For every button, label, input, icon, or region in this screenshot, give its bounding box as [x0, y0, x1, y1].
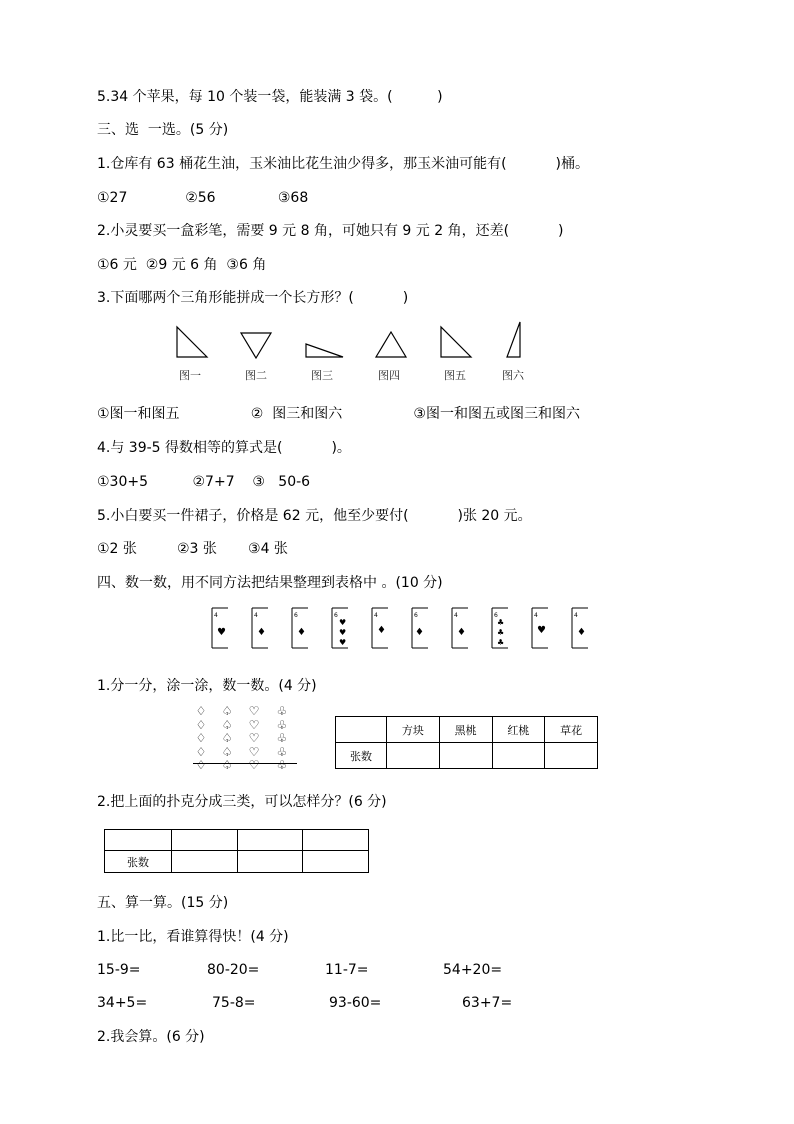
triangle-1 — [177, 327, 207, 357]
table-header-empty — [336, 717, 387, 743]
svg-text:♦: ♦ — [297, 627, 306, 638]
playing-card — [208, 607, 230, 647]
table-cell[interactable] — [545, 743, 598, 769]
triangle-label-4: 图四 — [378, 369, 400, 382]
suit-column-heart: ♡ ♡ ♡ ♡ ♡ — [248, 704, 260, 772]
svg-text:♣: ♣ — [497, 638, 505, 647]
suit-column-spade: ♤ ♤ ♤ ♤ ♤ — [221, 704, 233, 772]
sec3-q2-options: ①6 元 ②9 元 6 角 ③6 角 — [97, 257, 267, 273]
calc-item: 15-9= — [97, 962, 141, 978]
sec3-q2-text: 2.小灵要买一盒彩笔，需要 9 元 8 角，可她只有 9 元 2 角，还差( ) — [97, 223, 564, 239]
table-cell[interactable] — [387, 743, 440, 769]
svg-text:6: 6 — [414, 612, 418, 619]
table-cell[interactable] — [492, 743, 545, 769]
svg-text:♥: ♥ — [339, 628, 347, 637]
svg-text:6: 6 — [294, 612, 298, 619]
table-cell[interactable] — [439, 743, 492, 769]
sec3-q3-options: ①图一和图五 ② 图三和图六 ③图一和图五或图三和图六 — [97, 406, 580, 422]
triangle-6 — [507, 322, 520, 357]
triangles-figure — [160, 320, 540, 365]
calc-item: 93-60= — [329, 995, 382, 1011]
calc-item: 11-7= — [325, 962, 369, 978]
playing-card — [368, 607, 390, 647]
svg-text:♦: ♦ — [577, 627, 586, 638]
suit-symbol-grid — [193, 705, 299, 780]
playing-card — [568, 607, 590, 647]
svg-text:♦: ♦ — [415, 627, 424, 638]
sec3-q5-options: ①2 张 ②3 张 ③4 张 — [97, 541, 288, 557]
calc-item: 34+5= — [97, 995, 148, 1011]
svg-text:♥: ♥ — [339, 638, 347, 647]
playing-card — [528, 607, 550, 647]
sec3-q4-text: 4.与 39-5 得数相等的算式是( )。 — [97, 440, 351, 456]
svg-text:4: 4 — [534, 612, 538, 619]
sec3-q3-text: 3.下面哪两个三角形能拼成一个长方形？( ) — [97, 290, 409, 306]
table-header-club: 草花 — [545, 717, 598, 743]
table-header-diamond: 方块 — [387, 717, 440, 743]
calc-item: 54+20= — [443, 962, 503, 978]
calc-item: 80-20= — [207, 962, 260, 978]
sec3-q1-options: ①27 ②56 ③68 — [97, 190, 309, 206]
calc-item: 75-8= — [212, 995, 256, 1011]
playing-card — [488, 607, 510, 647]
table-cell[interactable] — [172, 830, 238, 851]
svg-text:4: 4 — [214, 612, 218, 619]
table-row-label: 张数 — [336, 743, 387, 769]
table-cell[interactable] — [105, 830, 172, 851]
category-count-table — [104, 829, 369, 873]
svg-text:♥: ♥ — [339, 618, 347, 627]
sec5-q1-text: 1.比一比，看谁算得快！(4 分) — [97, 929, 289, 945]
playing-card — [248, 607, 270, 647]
table-row-label: 张数 — [105, 851, 172, 873]
table-cell[interactable] — [172, 851, 238, 873]
playing-card — [448, 607, 470, 647]
table-cell[interactable] — [303, 830, 369, 851]
sec3-q4-options: ①30+5 ②7+7 ③ 50-6 — [97, 474, 311, 490]
section-4-title: 四、数一数，用不同方法把结果整理到表格中 。(10 分) — [97, 575, 443, 591]
table-cell[interactable] — [303, 851, 369, 873]
svg-text:♦: ♦ — [257, 627, 266, 638]
svg-text:♦: ♦ — [377, 625, 386, 636]
svg-text:♦: ♦ — [457, 627, 466, 638]
svg-text:6: 6 — [494, 612, 498, 619]
triangle-label-6: 图六 — [502, 369, 524, 382]
table-cell[interactable] — [237, 830, 303, 851]
table-cell[interactable] — [237, 851, 303, 873]
triangle-4 — [376, 332, 406, 357]
triangle-5 — [441, 327, 471, 357]
section-5-title: 五、算一算。(15 分) — [97, 895, 229, 911]
suit-grid-baseline — [193, 763, 297, 764]
sec3-q1-text: 1.仓库有 63 桶花生油，玉米油比花生油少得多，那玉米油可能有( )桶。 — [97, 156, 589, 172]
svg-text:4: 4 — [574, 612, 578, 619]
section-3-title: 三、选 一选。(5 分) — [97, 122, 229, 138]
svg-text:4: 4 — [374, 612, 378, 619]
triangle-label-1: 图一 — [179, 369, 201, 382]
playing-card — [408, 607, 430, 647]
calc-item: 63+7= — [462, 995, 513, 1011]
svg-text:♣: ♣ — [497, 618, 505, 627]
svg-text:4: 4 — [254, 612, 258, 619]
svg-text:4: 4 — [454, 612, 458, 619]
question-5-judge: 5.34 个苹果，每 10 个装一袋，能装满 3 袋。( ) — [97, 89, 443, 105]
playing-card — [328, 607, 350, 647]
suit-column-club: ♧ ♧ ♧ ♧ ♧ — [276, 704, 288, 772]
playing-card — [288, 607, 310, 647]
svg-text:♥: ♥ — [217, 627, 226, 638]
sec5-q2-text: 2.我会算。(6 分) — [97, 1029, 205, 1045]
svg-text:♥: ♥ — [537, 625, 546, 636]
sec3-q5-text: 5.小白要买一件裙子，价格是 62 元，他至少要付( )张 20 元。 — [97, 508, 532, 524]
triangle-label-3: 图三 — [311, 369, 333, 382]
svg-text:♣: ♣ — [497, 628, 505, 637]
svg-text:6: 6 — [334, 612, 338, 619]
triangle-3 — [306, 344, 343, 357]
table-header-heart: 红桃 — [492, 717, 545, 743]
sec4-q2-text: 2.把上面的扑克分成三类，可以怎样分？(6 分) — [97, 794, 387, 810]
suit-column-diamond: ♢ ♢ ♢ ♢ ♢ — [195, 704, 207, 772]
suit-count-table — [335, 716, 598, 769]
table-header-spade: 黑桃 — [439, 717, 492, 743]
playing-cards-row — [208, 607, 598, 655]
triangle-2 — [241, 333, 271, 358]
sec4-q1-text: 1.分一分，涂一涂，数一数。(4 分) — [97, 678, 317, 694]
triangle-label-2: 图二 — [245, 369, 267, 382]
triangle-label-5: 图五 — [444, 369, 466, 382]
